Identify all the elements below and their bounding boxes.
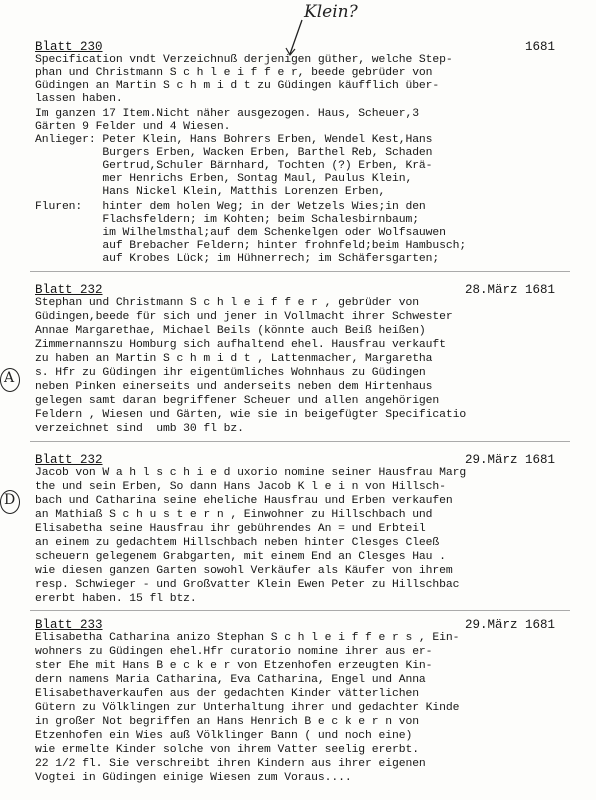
text-line: wie ermelte Kinder solche von ihrem Vatter seelig ererbt. bbox=[35, 744, 419, 756]
text-line: ster Ehe mit Hans B e c k e r von Etzenhofen erzeugten Kin- bbox=[35, 660, 433, 672]
text-line: Feldern , Wiesen und Gärten, wie sie in beigefügter Specificatio bbox=[35, 409, 467, 421]
text-line: s. Hfr zu Güdingen ihr eigentümliches Wohnhaus zu Güdingen bbox=[35, 367, 426, 379]
text-line: verzeichnet sind umb 30 fl bz. bbox=[35, 423, 244, 435]
text-line: neben Pinken einerseits und anderseits neben dem Hirtenhaus bbox=[35, 381, 433, 393]
text-line: gelegen samt daran begriffener Scheuer und allen angehörigen bbox=[35, 395, 440, 407]
text-line: Etzenhofen ein Wies auß Völklinger Bann ( und noch eine) bbox=[35, 730, 413, 742]
text-line: im Wilhelmsthal;auf dem Schenkelgen oder Wolfsauwen bbox=[35, 227, 446, 239]
section-divider bbox=[30, 610, 570, 611]
text-line: Elisabetha Catharina anizo Stephan S c h l e i f f e r s , Ein- bbox=[35, 632, 460, 644]
text-line: in großer Not begriffen an Hans Henrich B e c k e r n von bbox=[35, 716, 419, 728]
text-line: auf Krobes Lück; im Hühnerrech; im Schäfersgarten; bbox=[35, 253, 440, 265]
text-line: mer Henrichs Erben, Sontag Maul, Paulus Klein, bbox=[35, 173, 413, 185]
text-line: Burgers Erben, Wacken Erben, Barthel Reb, Schaden bbox=[35, 147, 433, 159]
text-line: an einem zu gedachtem Hillschbach neben hinter Clesges Cleeß bbox=[35, 537, 440, 549]
blatt-label: Blatt 233 bbox=[35, 618, 103, 632]
text-line: Jacob von W a h l s c h i e d uxorio nomine seiner Hausfrau Marg bbox=[35, 467, 467, 479]
text-line: Hans Nickel Klein, Matthis Lorenzen Erben, bbox=[35, 186, 386, 198]
text-line: Specification vndt Verzeichnuß derjenigen güther, welche Step- bbox=[35, 54, 453, 66]
entry-date: 1681 bbox=[524, 40, 555, 54]
entry-header bbox=[35, 283, 565, 297]
margin-mark: D bbox=[4, 492, 16, 508]
entry-date: 29.März 1681 bbox=[464, 618, 555, 632]
text-line: Flachsfeldern; im Kohten; beim Schalesbirnbaum; bbox=[35, 214, 419, 226]
handwritten-annotation: Klein? bbox=[304, 2, 358, 22]
text-line: Zimmernannszu Homburg sich aufhaltend ehel. Hausfrau verkauft bbox=[35, 339, 446, 351]
text-line: Gertrud,Schuler Bärnhard, Tochten (?) Erben, Krä- bbox=[35, 160, 433, 172]
text-line: lassen haben. bbox=[35, 93, 123, 105]
text-line: bach und Catharina seine eheliche Hausfrau und Erben verkaufen bbox=[35, 495, 453, 507]
text-line: phan und Christmann S c h l e i f f e r, beede gebrüder von bbox=[35, 67, 433, 79]
text-line: Gärten 9 Felder und 4 Wiesen. bbox=[35, 121, 231, 133]
text-line: Gütern zu Völklingen zur Unterhaltung ihrer und gedachter Kinde bbox=[35, 702, 460, 714]
text-line: Stephan und Christmann S c h l e i f f e r , gebrüder von bbox=[35, 297, 419, 309]
blatt-label: Blatt 232 bbox=[35, 283, 103, 297]
text-line: Fluren: hinter dem holen Weg; in der Wetzels Wies;in den bbox=[35, 201, 426, 213]
blatt-label: Blatt 232 bbox=[35, 453, 103, 467]
text-line: Im ganzen 17 Item.Nicht näher ausgezogen. Haus, Scheuer,3 bbox=[35, 108, 419, 120]
text-line: Güdingen an Martin S c h m i d t zu Güdingen käufflich über- bbox=[35, 80, 440, 92]
text-line: an Mathiaß S c h u s t e r n , Einwohner zu Hillschbach und bbox=[35, 509, 433, 521]
text-line: Elisabethaverkaufen aus der gedachten Kinder vätterlichen bbox=[35, 688, 419, 700]
text-line: the und sein Erben, So dann Hans Jacob K l e i n von Hillsch- bbox=[35, 481, 446, 493]
text-line: wohners zu Güdingen ehel.Hfr curatorio nomine ihrer aus er- bbox=[35, 646, 433, 658]
entry-header bbox=[35, 453, 565, 467]
text-line: dern namens Maria Catharina, Eva Catharina, Engel und Anna bbox=[35, 674, 426, 686]
text-line: Anlieger: Peter Klein, Hans Bohrers Erben, Wendel Kest,Hans bbox=[35, 134, 433, 146]
text-line: ererbt haben. 15 fl btz. bbox=[35, 593, 197, 605]
entry-header bbox=[35, 40, 565, 54]
text-line: scheuern gelegenem Grabgarten, mit einem End an Clesges Hau . bbox=[35, 551, 446, 563]
section-divider bbox=[30, 271, 570, 272]
text-line: auf Brebacher Feldern; hinter frohnfeld;beim Hambusch; bbox=[35, 240, 467, 252]
section-divider bbox=[30, 441, 570, 442]
text-line: Vogtei in Güdingen einige Wiesen zum Voraus.... bbox=[35, 772, 352, 784]
text-line: zu haben an Martin S c h m i d t , Lattenmacher, Margaretha bbox=[35, 353, 433, 365]
entry-date: 28.März 1681 bbox=[464, 283, 555, 297]
text-line: Annae Margarethae, Michael Beils (könnte auch Beiß heißen) bbox=[35, 325, 426, 337]
blatt-label: Blatt 230 bbox=[35, 40, 103, 54]
text-line: wie diesen ganzen Garten sowohl Verkäufer als Käufer von ihrem bbox=[35, 565, 453, 577]
text-line: resp. Schwieger - und Großvatter Klein Ewen Peter zu Hillschbac bbox=[35, 579, 460, 591]
entry-header bbox=[35, 618, 565, 632]
text-line: Elisabetha seine Hausfrau ihr gebührendes An = und Erbteil bbox=[35, 523, 426, 535]
text-line: 22 1/2 fl. Sie verschreibt ihren Kindern aus ihrer eigenen bbox=[35, 758, 426, 770]
entry-date: 29.März 1681 bbox=[464, 453, 555, 467]
text-line: Güdingen,beede für sich und jener in Vollmacht ihrer Schwester bbox=[35, 311, 453, 323]
margin-mark: A bbox=[4, 370, 15, 386]
